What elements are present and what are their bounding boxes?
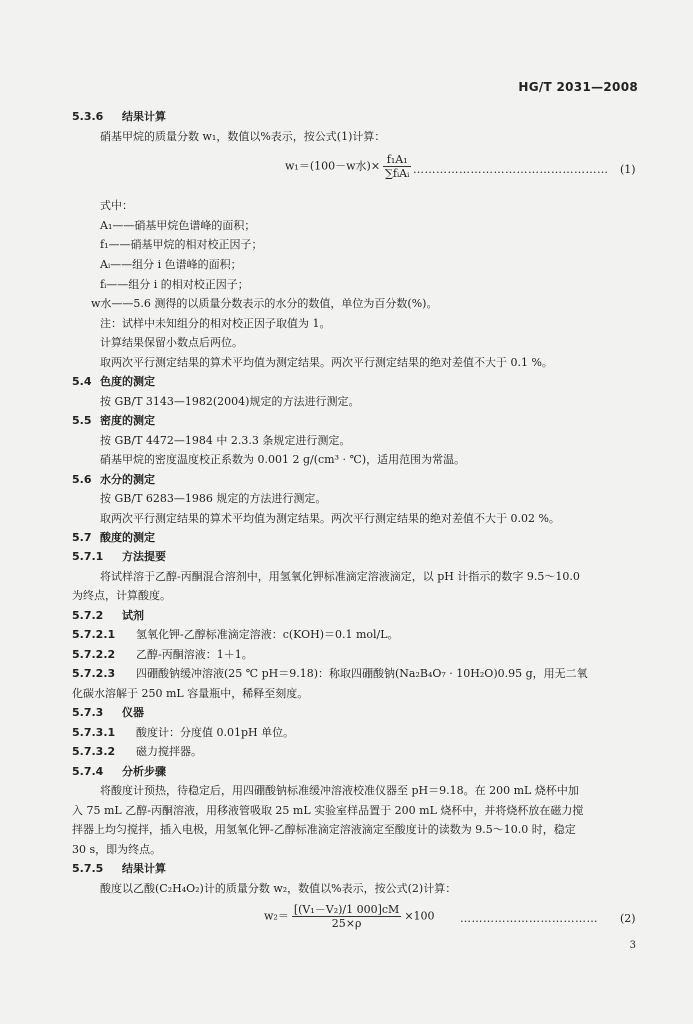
section-number: 5.7 [72,531,92,544]
formula-denominator: 25×ρ [331,917,362,930]
formula-numerator: [(V₁－V₂)/1 000]cM [293,903,400,916]
section-title: 结果计算 [122,110,166,123]
item-text: 四硼酸钠缓冲溶液(25 ℃ pH＝9.18)：称取四硼酸钠(Na₂B₄O₇ · 10H₂O)0.95 g，用无二氧 [136,667,588,680]
paragraph: 硝基甲烷的质量分数 w₁，数值以%表示，按公式(1)计算： [100,130,386,143]
item-text: 酸度计：分度值 0.01pH 单位。 [136,726,295,739]
paragraph: 计算结果保留小数点后两位。 [100,336,243,349]
formula-fraction [383,153,411,180]
formula-left: w₁＝(100－w水)× [285,159,381,173]
section-number: 5.6 [72,473,92,486]
paragraph: 硝基甲烷的密度温度校正系数为 0.001 2 g/(cm³ · ℃)，适用范围为常温。 [100,453,466,466]
variable-def: A₁——硝基甲烷色谱峰的面积； [100,219,256,232]
paragraph: 取两次平行测定结果的算术平均值为测定结果。两次平行测定结果的绝对差值不大于 0.1 %。 [100,356,553,369]
paragraph: 酸度以乙酸(C₂H₄O₂)计的质量分数 w₂，数值以%表示，按公式(2)计算： [100,882,457,895]
equation-number: (2) [620,912,636,925]
equation-number: (1) [620,163,636,176]
paragraph: 取两次平行测定结果的算术平均值为测定结果。两次平行测定结果的绝对差值不大于 0.02 %。 [100,512,560,525]
heading-5-6 [72,473,155,487]
paragraph: 按 GB/T 6283—1986 规定的方法进行测定。 [100,492,327,505]
paragraph: 按 GB/T 4472—1984 中 2.3.3 条规定进行测定。 [100,434,351,447]
variable-def: f₁——硝基甲烷的相对校正因子； [100,238,263,251]
where-label: 式中： [100,199,133,212]
formula-2 [264,903,435,930]
item-text: 磁力搅拌器。 [136,745,202,758]
heading-5-3-6 [72,110,166,124]
list-item [72,745,202,759]
section-number: 5.7.4 [72,765,104,778]
item-number: 5.7.3.2 [72,745,116,758]
list-item [72,667,588,681]
heading-5-4 [72,375,155,389]
heading-5-7-1 [72,550,166,564]
section-title: 仪器 [122,706,144,719]
item-number: 5.7.2.1 [72,628,116,641]
section-title: 密度的测定 [100,414,155,427]
formula-numerator: f₁A₁ [383,153,411,167]
item-number: 5.7.2.3 [72,667,116,680]
section-title: 试剂 [122,609,144,622]
paragraph: 按 GB/T 3143—1982(2004)规定的方法进行测定。 [100,395,360,408]
paragraph: 将酸度计预热，待稳定后，用四硼酸钠标准缓冲溶液校准仪器至 pH＝9.18。在 200 mL 烧杯中加 [100,784,579,797]
section-title: 水分的测定 [100,473,155,486]
paragraph: 化碳水溶解于 250 mL 容量瓶中，稀释至刻度。 [72,687,309,700]
formula-fraction [292,903,402,930]
item-text: 乙醇-丙酮溶液：1＋1。 [136,648,253,661]
paragraph: 入 75 mL 乙醇-丙酮溶液，用移液管吸取 25 mL 实验室样品置于 200 mL 烧杯中，并将烧杯放在磁力搅 [72,804,584,817]
section-title: 结果计算 [122,862,166,875]
paragraph: 为终点，计算酸度。 [72,589,171,602]
heading-5-7-2 [72,609,144,623]
item-text: 氢氧化钾-乙醇标准滴定溶液：c(KOH)＝0.1 mol/L。 [136,628,399,641]
leader-dots: …………………………………………… [413,163,609,176]
heading-5-7-4 [72,765,166,779]
variable-def: w水——5.6 测得的以质量分数表示的水分的数值，单位为百分数(%)。 [91,297,438,310]
section-title: 方法提要 [122,550,166,563]
section-title: 分析步骤 [122,765,166,778]
heading-5-5 [72,414,155,428]
standard-number: HG/T 2031—2008 [518,80,638,94]
paragraph: 30 s，即为终点。 [72,843,162,856]
heading-5-7 [72,531,155,545]
page-number: 3 [629,940,636,951]
formula-right: ×100 [404,909,435,923]
variable-def: fᵢ——组分 i 的相对校正因子； [100,278,249,291]
paragraph: 拌器上均匀搅拌，插入电极，用氢氧化钾-乙醇标准滴定溶液滴定至酸度计的读数为 9.5～10.0 时，稳定 [72,823,576,836]
section-title: 酸度的测定 [100,531,155,544]
list-item [72,726,294,740]
variable-def: Aᵢ——组分 i 色谱峰的面积； [100,258,242,271]
item-number: 5.7.2.2 [72,648,116,661]
section-number: 5.7.3 [72,706,104,719]
section-number: 5.7.1 [72,550,104,563]
paragraph: 将试样溶于乙醇-丙酮混合溶剂中，用氢氧化钾标准滴定溶液滴定，以 pH 计指示的数字 9.5～10.0 [100,570,580,583]
list-item [72,628,399,642]
section-number: 5.7.2 [72,609,104,622]
item-number: 5.7.3.1 [72,726,116,739]
section-number: 5.4 [72,375,92,388]
formula-1 [285,153,414,180]
section-number: 5.5 [72,414,92,427]
section-number: 5.7.5 [72,862,104,875]
heading-5-7-5 [72,862,166,876]
section-title: 色度的测定 [100,375,155,388]
list-item [72,648,253,662]
section-number: 5.3.6 [72,110,104,123]
heading-5-7-3 [72,706,144,720]
formula-denominator: ∑fᵢAᵢ [385,167,410,180]
formula-left: w₂＝ [264,909,289,923]
leader-dots: ……………………………… [460,912,598,925]
note: 注：试样中未知组分的相对校正因子取值为 1。 [100,317,331,330]
